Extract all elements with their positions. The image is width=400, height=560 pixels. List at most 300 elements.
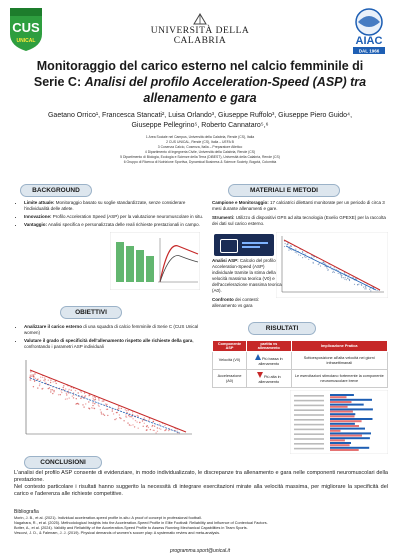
scatter-point bbox=[52, 393, 53, 394]
scatter-point bbox=[68, 389, 69, 390]
materiali-section bbox=[212, 200, 387, 230]
scatter-point bbox=[144, 417, 145, 418]
asp-point bbox=[354, 284, 355, 285]
table-cell: Le esercitazioni stimolano fortemente la componente neuromuscolare breve bbox=[291, 370, 387, 388]
asp-point bbox=[346, 279, 347, 280]
scatter-figure bbox=[16, 356, 196, 442]
scatter-point bbox=[83, 406, 84, 407]
asp-point bbox=[343, 277, 344, 278]
scatter-point bbox=[118, 406, 119, 407]
authors-line2: Giuseppe Pellegrino⁵, Roberto Cannataro⁵,⁶ bbox=[131, 122, 269, 129]
result-bar bbox=[330, 439, 345, 441]
asp-point bbox=[296, 252, 297, 253]
scatter-point bbox=[118, 408, 119, 409]
cell-text: Più alta in allenamento bbox=[258, 375, 281, 384]
bar-label-placeholder bbox=[294, 448, 324, 450]
asp-point bbox=[298, 254, 299, 255]
scatter-point bbox=[84, 396, 85, 397]
list-item bbox=[24, 338, 199, 350]
asp-point bbox=[325, 266, 326, 267]
asp-point bbox=[340, 273, 341, 274]
cus-unical-logo bbox=[6, 6, 46, 52]
result-bar bbox=[330, 420, 362, 422]
scatter-point bbox=[61, 390, 62, 391]
scatter-point bbox=[165, 429, 166, 430]
obiettivi-section bbox=[14, 324, 199, 352]
result-bar bbox=[330, 437, 370, 439]
scatter-point bbox=[159, 424, 160, 425]
scatter-point bbox=[101, 413, 102, 414]
scatter-point bbox=[92, 408, 93, 409]
scatter-point bbox=[101, 412, 102, 413]
asp-point bbox=[295, 252, 296, 253]
scatter-point bbox=[63, 385, 64, 386]
acceleration-speed-scatter bbox=[16, 356, 196, 442]
scatter-point bbox=[55, 381, 56, 382]
scatter-point bbox=[107, 415, 108, 416]
scatter-point bbox=[168, 430, 169, 431]
authors-line1: Gaetano Orrico¹, Francesca Stancati², Luisa Orlando³, Giuseppe Ruffolo³, Giuseppe Piero Guido⁴, bbox=[47, 112, 353, 119]
scatter-point bbox=[30, 371, 31, 372]
scatter-point bbox=[52, 389, 53, 390]
scatter-point bbox=[68, 392, 69, 393]
title-line3-emphasis: allenamento e gara bbox=[143, 91, 257, 105]
asp-point bbox=[288, 250, 289, 251]
materiali-confronto bbox=[212, 297, 284, 309]
scatter-point bbox=[159, 428, 160, 429]
unical-logo bbox=[150, 12, 250, 48]
cus-logo-sub: UNICAL bbox=[16, 38, 36, 44]
scatter-point bbox=[42, 377, 43, 378]
asp-point bbox=[349, 279, 350, 280]
table-header: Componente ASP bbox=[213, 341, 247, 352]
asp-point bbox=[287, 243, 288, 244]
result-bar bbox=[330, 394, 354, 396]
asp-point bbox=[302, 257, 303, 258]
scatter-point bbox=[131, 416, 132, 417]
scatter-point bbox=[114, 419, 115, 420]
scatter-point bbox=[152, 425, 153, 426]
result-bar bbox=[330, 404, 364, 406]
item-label: Vantaggio: bbox=[24, 222, 48, 227]
asp-point bbox=[313, 263, 314, 264]
scatter-point bbox=[60, 394, 61, 395]
scatter-point bbox=[148, 420, 149, 421]
affiliation: 2 CUS UNICAL, Rende (CS), Italia – UEFA B bbox=[166, 140, 234, 144]
scatter-point bbox=[134, 426, 135, 427]
asp-point bbox=[318, 264, 319, 265]
asp-point bbox=[286, 244, 287, 245]
result-bar bbox=[330, 430, 341, 432]
risultati-table bbox=[212, 340, 388, 388]
scatter-point bbox=[129, 416, 130, 417]
scatter-point bbox=[123, 420, 124, 421]
scatter-point bbox=[42, 388, 43, 389]
scatter-point bbox=[39, 385, 40, 386]
scatter-point bbox=[34, 380, 35, 381]
result-bar bbox=[330, 447, 369, 449]
scatter-point bbox=[84, 392, 85, 393]
reference: Botter, A., et al. (2024). Validity and Reliability of the Acceleration-Speed Profile to Assess Running Mechanical Capabilities in Team Sports. bbox=[14, 526, 248, 530]
result-bar bbox=[330, 423, 355, 425]
scatter-point bbox=[33, 386, 34, 387]
bar-label-placeholder bbox=[294, 400, 324, 402]
scatter-point bbox=[132, 424, 133, 425]
para-label: Confronto bbox=[212, 297, 234, 302]
asp-point bbox=[358, 284, 359, 285]
authors bbox=[14, 111, 386, 131]
asp-point bbox=[348, 275, 349, 276]
aiac-logo-text: AIAC bbox=[355, 35, 383, 47]
scatter-point bbox=[112, 409, 113, 410]
scatter-point bbox=[119, 417, 120, 418]
item-text: Profilo Acceleration Speed (ASP) per la valutazione neuromuscolare in situ. bbox=[51, 214, 204, 219]
asp-point bbox=[357, 284, 358, 285]
scatter-point bbox=[106, 404, 107, 405]
asp-point bbox=[295, 249, 296, 250]
materiali-strumenti bbox=[212, 215, 387, 227]
affiliations bbox=[40, 135, 360, 165]
scatter-point bbox=[95, 399, 96, 400]
affiliation: 5 Dipartimento di Biologia, Ecologia e Scienze della Terra (DiBEST), Università della Calabria, Rende (CS) bbox=[120, 155, 280, 159]
scatter-point bbox=[31, 374, 32, 375]
scatter-point bbox=[88, 401, 89, 402]
scatter-point bbox=[116, 412, 117, 413]
scatter-point bbox=[85, 403, 86, 404]
scatter-point bbox=[103, 400, 104, 401]
result-bar bbox=[330, 449, 359, 451]
cell-text: Più bassa in allenamento bbox=[258, 357, 283, 366]
item-text: Monitoraggio basato su soglie standardizzate, senze considerare l'individualità delle atlete. bbox=[24, 200, 186, 211]
scatter-point bbox=[56, 383, 57, 384]
scatter-point bbox=[144, 423, 145, 424]
scatter-point bbox=[138, 428, 139, 429]
result-bar bbox=[330, 408, 373, 410]
materiali-campione bbox=[212, 200, 387, 212]
gpexe-device-image bbox=[214, 234, 274, 256]
asp-point bbox=[369, 289, 370, 290]
scatter-point bbox=[33, 374, 34, 375]
scatter-point bbox=[127, 422, 128, 423]
scatter-point bbox=[125, 414, 126, 415]
asp-point bbox=[327, 270, 328, 271]
table-cell: Velocità (V0) bbox=[213, 352, 247, 370]
reference: Morin, J. B., et al. (2021). Individual acceleration-speed profile in-situ: A proof of concept in professional football. bbox=[14, 516, 202, 520]
list-item bbox=[24, 324, 199, 336]
result-bar bbox=[330, 432, 371, 434]
scatter-point bbox=[81, 392, 82, 393]
scatter-point bbox=[75, 390, 76, 391]
asp-point bbox=[364, 288, 365, 289]
scatter-point bbox=[143, 426, 144, 427]
asp-point bbox=[341, 277, 342, 278]
background-figure bbox=[110, 232, 200, 290]
scatter-point bbox=[50, 391, 51, 392]
asp-point bbox=[319, 263, 320, 264]
scatter-point bbox=[44, 377, 45, 378]
asp-point bbox=[366, 288, 367, 289]
scatter-point bbox=[94, 396, 95, 397]
bar-label-placeholder bbox=[294, 443, 324, 445]
scatter-point bbox=[35, 378, 36, 379]
bar-label-placeholder bbox=[294, 414, 324, 416]
asp-point bbox=[313, 256, 314, 257]
scatter-point bbox=[102, 401, 103, 402]
scatter-point bbox=[147, 425, 148, 426]
table-header: partita vs allenamento bbox=[247, 341, 291, 352]
list-item bbox=[24, 200, 209, 212]
scatter-point bbox=[157, 431, 158, 432]
scatter-point bbox=[93, 399, 94, 400]
asp-point bbox=[334, 272, 335, 273]
bar-label-placeholder bbox=[294, 424, 324, 426]
scatter-point bbox=[142, 420, 143, 421]
scatter-point bbox=[98, 406, 99, 407]
table-row bbox=[213, 370, 388, 388]
risultati-heading: RISULTATI bbox=[248, 322, 316, 335]
conclusioni-heading: CONCLUSIONI bbox=[24, 456, 102, 469]
scatter-point bbox=[139, 422, 140, 423]
scatter-point bbox=[82, 404, 83, 405]
asp-point bbox=[285, 243, 286, 244]
scatter-point bbox=[53, 381, 54, 382]
asp-point bbox=[284, 246, 285, 247]
bar-label-placeholder bbox=[294, 438, 324, 440]
item-label: Analizzare il carico esterno bbox=[24, 324, 83, 329]
asp-point bbox=[349, 280, 350, 281]
scatter-point bbox=[73, 397, 74, 398]
scatter-point bbox=[135, 420, 136, 421]
result-bar bbox=[330, 442, 351, 444]
bibliografia-heading: Bibliografia bbox=[14, 509, 39, 515]
scatter-point bbox=[125, 409, 126, 410]
scatter-point bbox=[48, 388, 49, 389]
scatter-point bbox=[65, 388, 66, 389]
scatter-point bbox=[33, 376, 34, 377]
asp-point bbox=[332, 272, 333, 273]
para-text: 17 calciatrici dilettanti monitorate per un periodo di circa 3 mesi durante allenamenti e gare. bbox=[212, 200, 385, 211]
para-label: Strumenti: bbox=[212, 215, 235, 220]
asp-point bbox=[304, 256, 305, 257]
scatter-point bbox=[176, 429, 177, 430]
scatter-point bbox=[44, 379, 45, 380]
scatter-point bbox=[121, 408, 122, 409]
para-text: Utilizzo di dispositivi GPS ad alta tecnologia (Exelio GPEXE) per la raccolta dei dati sul carico esterno. bbox=[212, 215, 386, 226]
asp-point bbox=[344, 273, 345, 274]
results-bar-chart bbox=[290, 390, 388, 454]
scatter-point bbox=[80, 398, 81, 399]
title-line3 bbox=[10, 90, 390, 106]
obiettivi-list bbox=[14, 324, 199, 350]
scatter-point bbox=[137, 415, 138, 416]
result-bar bbox=[330, 413, 355, 415]
scatter-point bbox=[76, 398, 77, 399]
scatter-point bbox=[103, 414, 104, 415]
scatter-point bbox=[75, 404, 76, 405]
scatter-point bbox=[150, 429, 151, 430]
scatter-point bbox=[40, 377, 41, 378]
arrow-up-icon bbox=[255, 354, 261, 360]
scatter-point bbox=[94, 403, 95, 404]
title-line2 bbox=[10, 74, 390, 90]
scatter-point bbox=[37, 378, 38, 379]
background-list bbox=[14, 200, 209, 228]
scatter-point bbox=[107, 409, 108, 410]
scatter-point bbox=[92, 396, 93, 397]
asp-profile-chart bbox=[276, 232, 388, 298]
asp-point bbox=[290, 249, 291, 250]
scatter-point bbox=[119, 414, 120, 415]
scatter-point bbox=[72, 396, 73, 397]
obiettivi-heading: OBIETTIVI bbox=[60, 306, 122, 319]
para-label: Campione e Monitoraggio: bbox=[212, 200, 269, 205]
scatter-point bbox=[116, 418, 117, 419]
para-text: Calcolo del profilo Acceleration-Speed (ASP) individuale tramite la stima della velocità massima teorica (V0) e dell'accelerazione massima teorica (A0). bbox=[212, 258, 282, 293]
scatter-point bbox=[112, 410, 113, 411]
para-label: Analisi ASP: bbox=[212, 258, 239, 263]
result-bar bbox=[330, 435, 362, 437]
scatter-point bbox=[50, 382, 51, 383]
scatter-point bbox=[61, 392, 62, 393]
item-text: , confrontando i parametri ASP individuali bbox=[24, 338, 194, 349]
scatter-point bbox=[93, 398, 94, 399]
speed-profile-figure bbox=[110, 232, 200, 290]
result-bar bbox=[330, 444, 350, 446]
table-cell: Sottoesposizione all'alta velocità nei giorni infrasettimanali bbox=[291, 352, 387, 370]
scatter-point bbox=[160, 429, 161, 430]
asp-point bbox=[356, 279, 357, 280]
scatter-point bbox=[146, 429, 147, 430]
asp-point bbox=[347, 278, 348, 279]
asp-point bbox=[334, 267, 335, 268]
table-row bbox=[213, 352, 388, 370]
asp-point bbox=[325, 264, 326, 265]
reference: Vescovi, J. D., & Falenam, J. J. (2019). Physical demands of women's soccer play: A systematic review and meta-analysis. bbox=[14, 531, 221, 535]
bar-label-placeholder bbox=[294, 405, 324, 407]
scatter-point bbox=[148, 427, 149, 428]
scatter-point bbox=[44, 380, 45, 381]
conclusioni-text2: Nel contesto particolare i risultati hanno suggerito la necessità di integrare esercitazioni mirate alla velocità massima, per migliorare la specificità del carico e l'aderenza alle richieste competitive. bbox=[14, 484, 388, 497]
affiliation: 1 Area Sociale nel Campus, Università della Calabria, Rende (CS), Italia bbox=[145, 135, 255, 139]
asp-point bbox=[305, 254, 306, 255]
para-text: dei contesti: allenamento vs gara bbox=[212, 297, 260, 308]
affiliation: 6 Gruppo di Ricerca di Nutrizione Sportiva, Dynamical Business & Science Society, Bogotà, Colombia bbox=[123, 160, 277, 164]
scatter-point bbox=[78, 403, 79, 404]
asp-point bbox=[300, 255, 301, 256]
scatter-point bbox=[149, 418, 150, 419]
asp-point bbox=[341, 276, 342, 277]
asp-point bbox=[323, 262, 324, 263]
bar-label-placeholder bbox=[294, 429, 324, 431]
materiali-asp bbox=[212, 258, 284, 294]
conclusioni-section bbox=[14, 470, 388, 498]
result-bar bbox=[330, 399, 372, 401]
university-name-line1: UNIVERSITÀ DELLA bbox=[150, 26, 250, 36]
bar-label-placeholder bbox=[294, 419, 324, 421]
bar-label-placeholder bbox=[294, 433, 324, 435]
asp-point bbox=[291, 249, 292, 250]
asp-point bbox=[377, 290, 378, 291]
university-name-line2: CALABRIA bbox=[173, 36, 227, 46]
scatter-point bbox=[130, 425, 131, 426]
scatter-point bbox=[98, 404, 99, 405]
result-bar bbox=[330, 411, 353, 413]
result-bar bbox=[330, 396, 347, 398]
asp-point bbox=[302, 251, 303, 252]
scatter-point bbox=[154, 430, 155, 431]
result-bar bbox=[330, 415, 355, 417]
item-label: Valutare il grado di specificità dell'allenamento rispetto alle richieste della gara bbox=[24, 338, 193, 343]
scatter-point bbox=[78, 392, 79, 393]
scatter-point bbox=[157, 427, 158, 428]
bar-label-placeholder bbox=[294, 409, 324, 411]
scatter-point bbox=[95, 397, 96, 398]
scatter-point bbox=[63, 387, 64, 388]
asp-point bbox=[289, 246, 290, 247]
table-cell bbox=[247, 370, 291, 388]
materiali-heading: MATERIALI E METODI bbox=[228, 184, 340, 197]
asp-point bbox=[327, 268, 328, 269]
result-bar bbox=[330, 418, 373, 420]
asp-point bbox=[370, 290, 371, 291]
asp-point bbox=[365, 287, 366, 288]
asp-profile-figure bbox=[276, 232, 388, 298]
background-heading: BACKGROUND bbox=[20, 184, 92, 197]
asp-point bbox=[344, 279, 345, 280]
results-table bbox=[212, 340, 388, 388]
asp-point bbox=[338, 273, 339, 274]
scatter-point bbox=[126, 416, 127, 417]
scatter-point bbox=[30, 375, 31, 376]
scatter-point bbox=[49, 387, 50, 388]
poster-title bbox=[10, 58, 390, 106]
scatter-point bbox=[88, 395, 89, 396]
scatter-point bbox=[132, 411, 133, 412]
affiliation: 4 Dipartimento di Ingegneria Civile, Università della Calabria, Rende (CS) bbox=[144, 150, 256, 154]
scatter-point bbox=[69, 397, 70, 398]
asp-point bbox=[305, 257, 306, 258]
reference: Nagahara, R., et al. (2025). Methodological Insights Into the Acceleration-Speed Profile in Elite Football: Reliability and Influence of Contextual Factors. bbox=[14, 521, 268, 525]
conclusioni-text1: L'analisi del profilo ASP consente di evidenziare, in modo individualizzato, le discrepanze tra allenamento e gara nelle componenti neuromuscolari della prestazione. bbox=[14, 470, 388, 483]
scatter-point bbox=[94, 408, 95, 409]
scatter-point bbox=[65, 399, 66, 400]
contact-email[interactable]: programma.sport@unical.it bbox=[169, 548, 231, 554]
result-bar bbox=[330, 425, 359, 427]
asp-point bbox=[333, 271, 334, 272]
item-label: Limite attuale: bbox=[24, 200, 55, 205]
scatter-point bbox=[88, 408, 89, 409]
asp-point bbox=[308, 259, 309, 260]
asp-point bbox=[290, 245, 291, 246]
scatter-point bbox=[105, 403, 106, 404]
scatter-point bbox=[50, 380, 51, 381]
bibliografia-section bbox=[14, 510, 388, 536]
scatter-point bbox=[132, 414, 133, 415]
scatter-point bbox=[153, 421, 154, 422]
cus-logo-text: CUS bbox=[12, 20, 40, 35]
table-cell bbox=[247, 352, 291, 370]
scatter-point bbox=[40, 380, 41, 381]
scatter-point bbox=[73, 392, 74, 393]
scatter-point bbox=[128, 415, 129, 416]
asp-point bbox=[320, 265, 321, 266]
scatter-point bbox=[155, 432, 156, 433]
asp-point bbox=[345, 277, 346, 278]
scatter-point bbox=[53, 390, 54, 391]
scatter-point bbox=[92, 405, 93, 406]
materiali-analisi bbox=[212, 258, 284, 309]
asp-point bbox=[330, 266, 331, 267]
